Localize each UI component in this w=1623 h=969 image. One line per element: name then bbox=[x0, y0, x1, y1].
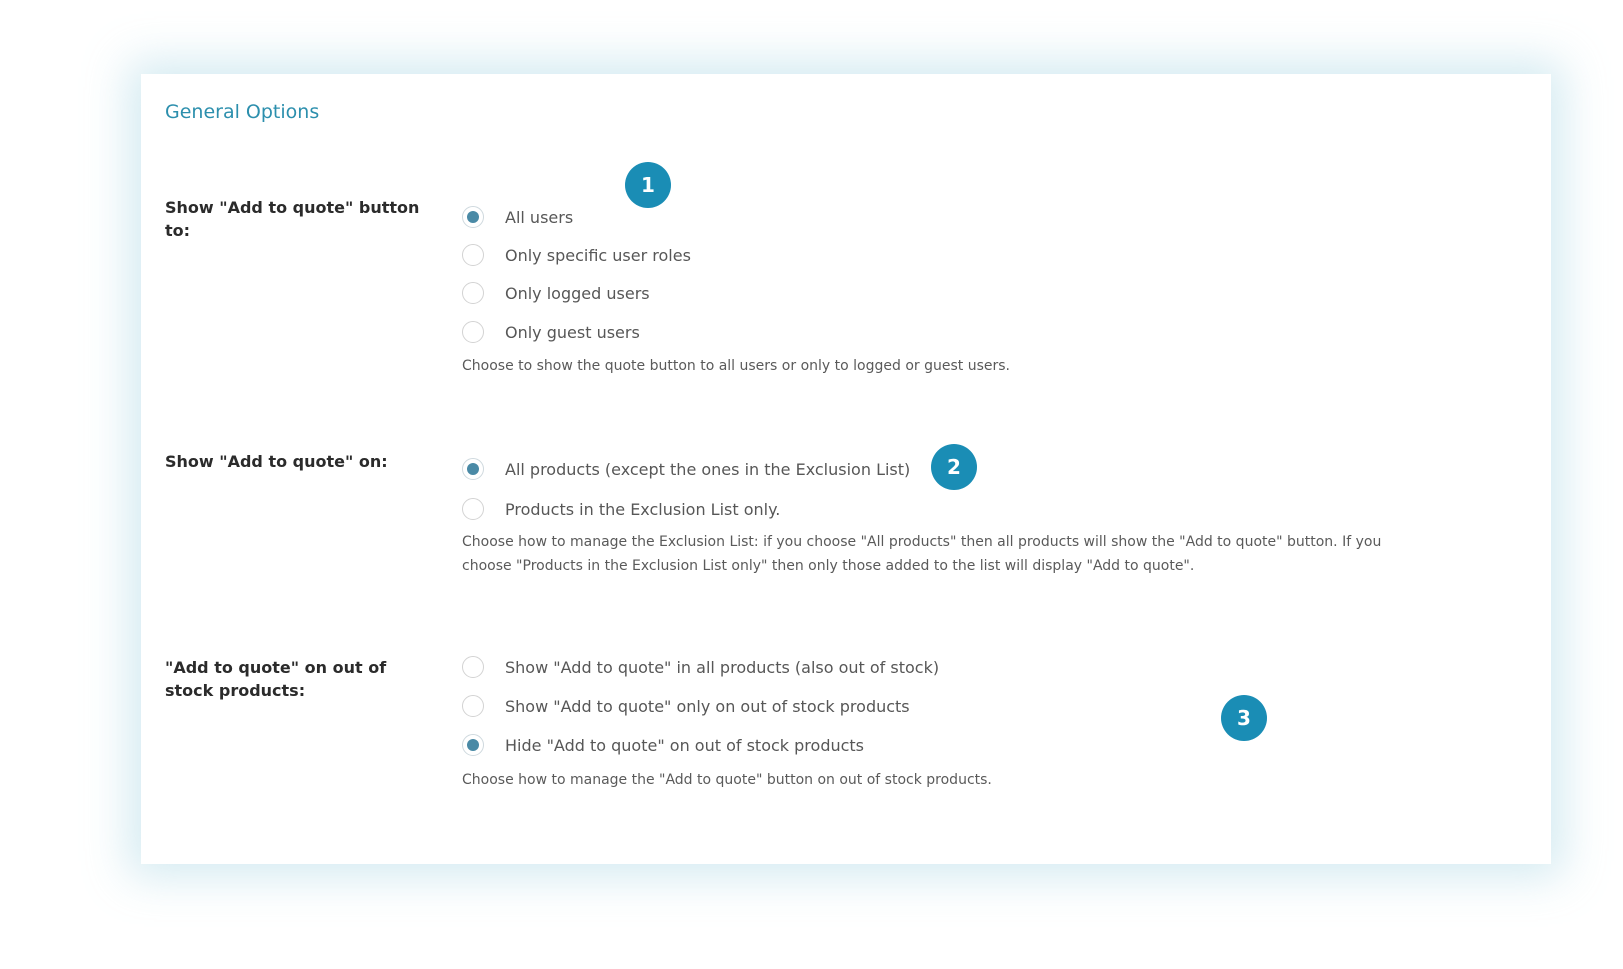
radio-exclusion-list-only[interactable] bbox=[462, 496, 780, 522]
option-label: Show "Add to quote" in all products (also out of stock) bbox=[505, 657, 940, 677]
radio-indicator[interactable] bbox=[462, 656, 484, 678]
radio-indicator[interactable] bbox=[462, 321, 484, 343]
radio-checked-indicator[interactable] bbox=[462, 458, 484, 480]
show-button-to-label: Show "Add to quote" button to: bbox=[165, 198, 420, 240]
option-label: Only guest users bbox=[505, 322, 640, 342]
show-button-to-description: Choose to show the quote button to all users or only to logged or guest users. bbox=[462, 358, 1010, 374]
radio-indicator[interactable] bbox=[462, 282, 484, 304]
radio-checked-indicator[interactable] bbox=[462, 734, 484, 756]
radio-indicator[interactable] bbox=[462, 244, 484, 266]
option-label: All products (except the ones in the Exclusion List) bbox=[505, 459, 911, 479]
out-of-stock-description: Choose how to manage the "Add to quote" button on out of stock products. bbox=[462, 772, 992, 788]
show-on-label: Show "Add to quote" on: bbox=[165, 452, 388, 471]
radio-show-only-out-of-stock[interactable] bbox=[462, 693, 910, 719]
radio-checked-indicator[interactable] bbox=[462, 206, 484, 228]
step-badge-3: 3 bbox=[1221, 695, 1267, 741]
radio-logged-users[interactable] bbox=[462, 280, 650, 306]
show-on-description: Choose how to manage the Exclusion List: if you choose "All products" then all products will show the "Add to quote" button. If you choose "Products in the Exclusion List only" then only those added to the list will display "Add to quote". bbox=[462, 534, 1382, 574]
step-badge-1: 1 bbox=[625, 162, 671, 208]
radio-indicator[interactable] bbox=[462, 695, 484, 717]
out-of-stock-label: "Add to quote" on out of stock products: bbox=[165, 658, 387, 700]
option-label: All users bbox=[505, 207, 574, 227]
radio-all-users[interactable] bbox=[462, 204, 573, 230]
radio-show-all-products[interactable] bbox=[462, 654, 939, 680]
radio-hide-out-of-stock[interactable] bbox=[462, 732, 864, 758]
general-options-panel bbox=[141, 74, 1551, 864]
radio-all-products[interactable] bbox=[462, 456, 910, 482]
radio-indicator[interactable] bbox=[462, 498, 484, 520]
radio-guest-users[interactable] bbox=[462, 319, 640, 345]
option-label: Products in the Exclusion List only. bbox=[505, 499, 781, 519]
option-label: Hide "Add to quote" on out of stock products bbox=[505, 735, 865, 755]
option-label: Show "Add to quote" only on out of stock products bbox=[505, 696, 910, 716]
panel-title: General Options bbox=[165, 101, 320, 123]
step-badge-2: 2 bbox=[931, 444, 977, 490]
radio-specific-user-roles[interactable] bbox=[462, 242, 691, 268]
option-label: Only specific user roles bbox=[505, 245, 691, 265]
option-label: Only logged users bbox=[505, 283, 650, 303]
